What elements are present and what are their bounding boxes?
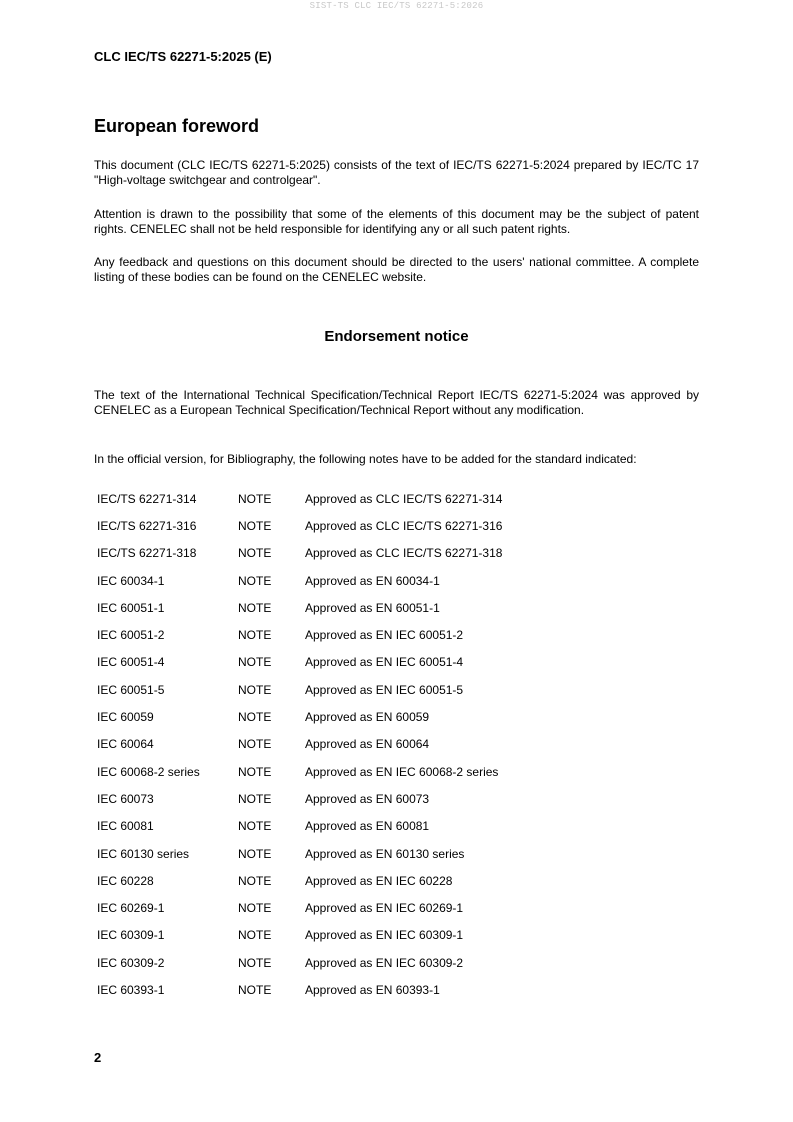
- endorsement-title: Endorsement notice: [324, 328, 469, 345]
- page-number: 2: [94, 1050, 102, 1065]
- note-standard: IEC 60269-1: [97, 901, 165, 916]
- note-label: NOTE: [238, 764, 272, 779]
- note-text: Approved as EN IEC 60051-5: [305, 682, 464, 697]
- table-row: [94, 894, 502, 921]
- note-standard: IEC 60073: [97, 791, 154, 806]
- note-label: NOTE: [238, 628, 272, 643]
- foreword-paragraph-2: Attention is drawn to the possibility that some of the elements of this document may be the subject of patent rights. CENELEC shall not be held responsible for identifying any or all such patent rights.: [94, 207, 699, 236]
- endorsement-paragraph-2: In the official version, for Bibliography, the following notes have to be added for the standard indicated:: [94, 452, 637, 466]
- note-text: Approved as EN 60051-1: [305, 600, 440, 615]
- note-standard: IEC/TS 62271-314: [97, 491, 197, 506]
- table-row: [94, 731, 502, 758]
- note-label: NOTE: [238, 737, 272, 752]
- endorsement-paragraph-1: The text of the International Technical Specification/Technical Report IEC/TS 62271-5:2024 was approved by CENELEC as a European Technical Specification/Technical Report without any modification.: [94, 388, 699, 417]
- note-text: Approved as CLC IEC/TS 62271-318: [305, 546, 503, 561]
- note-label: NOTE: [238, 846, 272, 861]
- note-label: NOTE: [238, 819, 272, 834]
- table-row: [94, 621, 502, 648]
- watermark: SIST-TS CLC IEC/TS 62271-5:2026: [309, 1, 484, 11]
- note-text: Approved as EN IEC 60051-2: [305, 628, 464, 643]
- note-standard: IEC 60309-1: [97, 928, 165, 943]
- note-standard: IEC 60051-2: [97, 628, 165, 643]
- note-text: Approved as CLC IEC/TS 62271-316: [305, 518, 503, 533]
- note-text: Approved as EN IEC 60051-4: [305, 655, 464, 670]
- table-row: [94, 840, 502, 867]
- note-label: NOTE: [238, 546, 272, 561]
- note-text: Approved as EN 60081: [305, 819, 430, 834]
- note-label: NOTE: [238, 655, 272, 670]
- note-text: Approved as EN IEC 60269-1: [305, 901, 464, 916]
- note-standard: IEC 60051-4: [97, 655, 165, 670]
- table-row: [94, 758, 502, 785]
- foreword-paragraph-3: Any feedback and questions on this document should be directed to the users' national committee. A complete listing of these bodies can be found on the CENELEC website.: [94, 255, 699, 284]
- table-row: [94, 594, 502, 621]
- foreword-title: European foreword: [94, 116, 260, 136]
- bibliography-notes-table: [94, 485, 502, 1004]
- note-label: NOTE: [238, 518, 272, 533]
- note-label: NOTE: [238, 791, 272, 806]
- note-standard: IEC 60228: [97, 873, 154, 888]
- note-text: Approved as EN 60034-1: [305, 573, 440, 588]
- note-label: NOTE: [238, 491, 272, 506]
- note-label: NOTE: [238, 873, 272, 888]
- table-row: [94, 485, 502, 512]
- note-standard: IEC 60081: [97, 819, 154, 834]
- table-row: [94, 540, 502, 567]
- note-label: NOTE: [238, 901, 272, 916]
- note-standard: IEC 60130 series: [97, 846, 190, 861]
- note-label: NOTE: [238, 600, 272, 615]
- note-standard: IEC/TS 62271-316: [97, 518, 197, 533]
- note-text: Approved as EN 60073: [305, 791, 430, 806]
- note-standard: IEC 60393-1: [97, 982, 165, 997]
- note-standard: IEC 60051-1: [97, 600, 165, 615]
- note-standard: IEC/TS 62271-318: [97, 546, 197, 561]
- note-standard: IEC 60068-2 series: [97, 764, 200, 779]
- note-label: NOTE: [238, 982, 272, 997]
- foreword-paragraph-1: This document (CLC IEC/TS 62271-5:2025) consists of the text of IEC/TS 62271-5:2024 prepared by IEC/TC 17 "High-voltage switchgear and controlgear".: [94, 158, 699, 187]
- note-text: Approved as EN IEC 60309-2: [305, 955, 464, 970]
- note-text: Approved as EN IEC 60228: [305, 873, 453, 888]
- note-text: Approved as EN IEC 60068-2 series: [305, 764, 499, 779]
- table-row: [94, 949, 502, 976]
- note-text: Approved as EN IEC 60309-1: [305, 928, 464, 943]
- table-row: [94, 512, 502, 539]
- note-label: NOTE: [238, 682, 272, 697]
- table-row: [94, 567, 502, 594]
- note-text: Approved as EN 60393-1: [305, 982, 440, 997]
- note-label: NOTE: [238, 573, 272, 588]
- note-label: NOTE: [238, 710, 272, 725]
- note-text: Approved as EN 60130 series: [305, 846, 465, 861]
- note-text: Approved as EN 60059: [305, 710, 430, 725]
- table-row: [94, 785, 502, 812]
- note-standard: IEC 60034-1: [97, 573, 165, 588]
- table-row: [94, 649, 502, 676]
- document-code-header: CLC IEC/TS 62271-5:2025 (E): [94, 49, 272, 64]
- note-text: Approved as CLC IEC/TS 62271-314: [305, 491, 503, 506]
- table-row: [94, 676, 502, 703]
- table-row: [94, 703, 502, 730]
- table-row: [94, 813, 502, 840]
- note-text: Approved as EN 60064: [305, 737, 430, 752]
- note-standard: IEC 60309-2: [97, 955, 165, 970]
- note-label: NOTE: [238, 955, 272, 970]
- table-row: [94, 976, 502, 1003]
- table-row: [94, 867, 502, 894]
- table-row: [94, 922, 502, 949]
- note-standard: IEC 60059: [97, 710, 154, 725]
- note-label: NOTE: [238, 928, 272, 943]
- note-standard: IEC 60051-5: [97, 682, 165, 697]
- note-standard: IEC 60064: [97, 737, 154, 752]
